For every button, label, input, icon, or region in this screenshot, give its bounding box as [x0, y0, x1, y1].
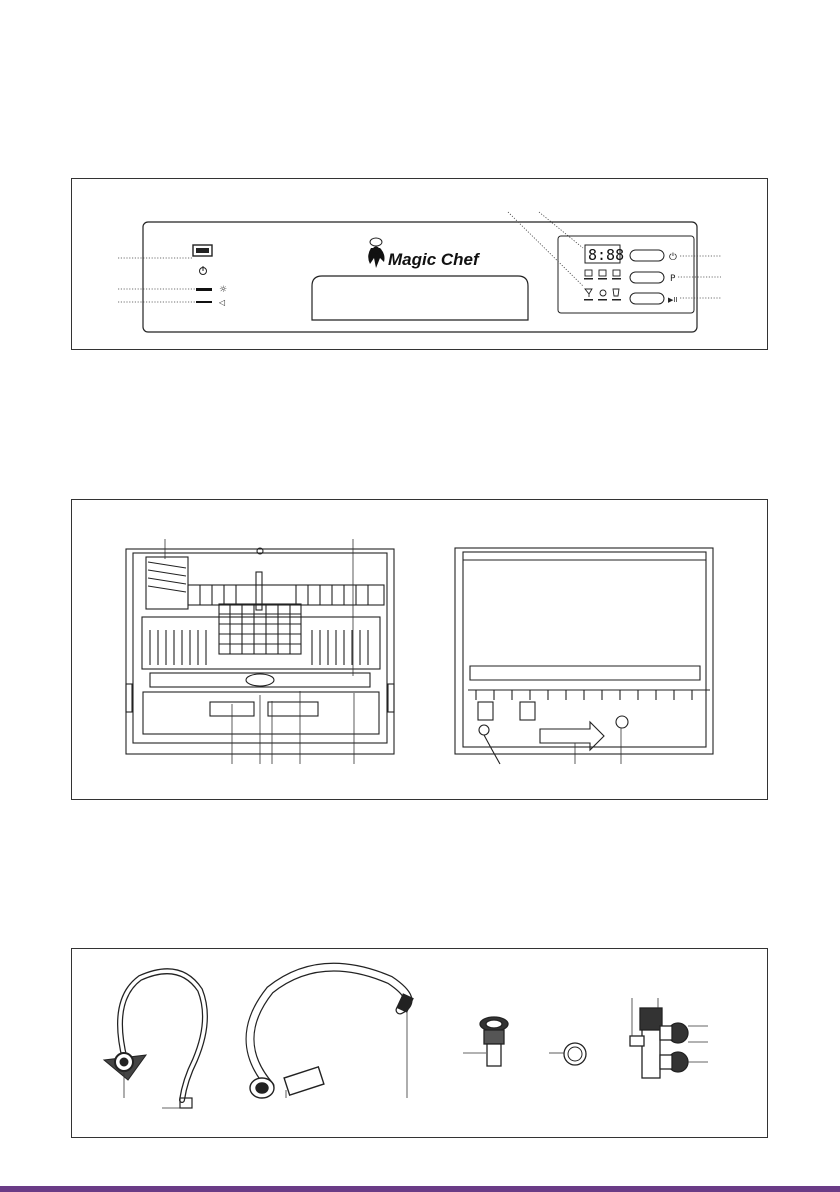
display-readout: 8:88	[588, 246, 625, 264]
drain-hose-connector	[104, 1053, 146, 1080]
drain-hose-inner	[120, 971, 205, 1100]
start-pause-key-icon: ▶II	[668, 296, 678, 304]
sound-icon: ◁	[219, 298, 226, 307]
rinse-aid-icon: ☼	[219, 285, 228, 295]
diverter-valve	[630, 1008, 688, 1078]
brand-name: Magic Chef	[388, 250, 479, 269]
rubber-washer	[564, 1043, 586, 1065]
inlet-hose-inner	[250, 967, 408, 1086]
power-key-icon: ⏻	[669, 252, 677, 263]
drain-hose	[120, 971, 205, 1100]
faucet-adapter	[480, 1017, 508, 1066]
program-key-label: P	[670, 274, 676, 284]
footer-accent-line	[0, 1186, 840, 1192]
